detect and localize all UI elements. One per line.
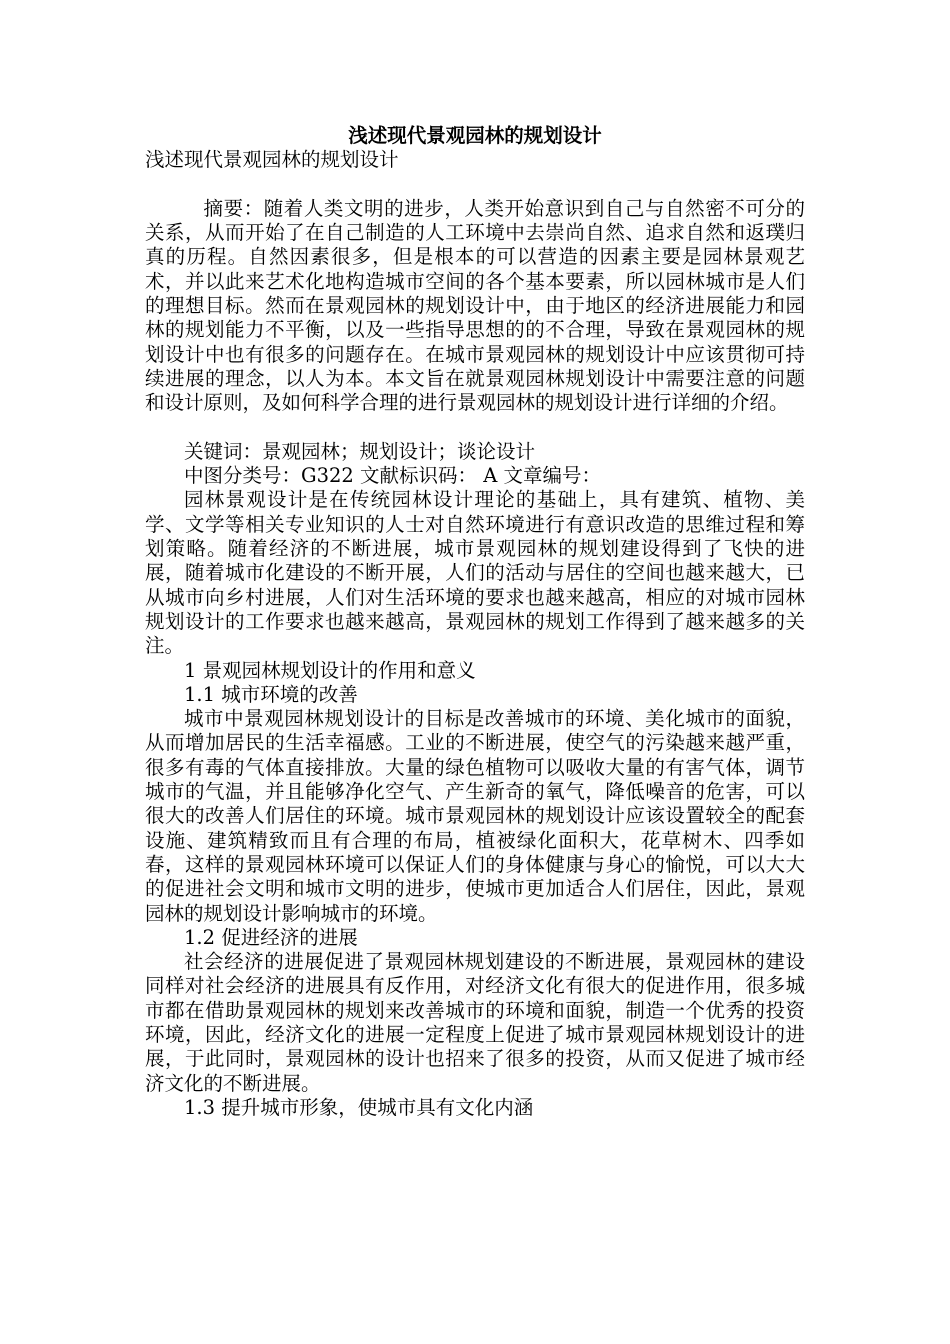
abstract-paragraph: 摘要：随着人类文明的进步，人类开始意识到自己与自然密不可分的关系，从而开始了在自己制造的人工环境中去崇尚自然、追求自然和返璞归真的历程。自然因素很多，但是根本的可以营造的因素主要是园林景观艺术，并以此来艺术化地构造城市空间的各个基本要素，所以园林城市是人们的理想目标。然而在景观园林的规划设计中，由于地区的经济进展能力和园林的规划能力不平衡，以及一些指导思想的的不合理，导致在景观园林的规划设计中也有很多的问题存在。在城市景观园林的规划设计中应该贯彻可持续进展的理念，以人为本。本文旨在就景观园林规划设计中需要注意的问题和设计原则，及如何科学合理的进行景观园林的规划设计进行详细的介绍。 <box>145 196 805 415</box>
document-subtitle: 浅述现代景观园林的规划设计 <box>145 148 399 172</box>
subsection-heading: 1.1 城市环境的改善 <box>184 682 358 706</box>
document-title: 浅述现代景观园林的规划设计 <box>348 124 602 147</box>
body-paragraph: 社会经济的进展促进了景观园林规划建设的不断进展，景观园林的建设同样对社会经济的进展具有反作用，对经济文化有很大的促进作用，很多城市都在借助景观园林的规划来改善城市的环境和面貌，制造一个优秀的投资环境，因此，经济文化的进展一定程度上促进了城市景观园林规划设计的进展，于此同时，景观园林的设计也招来了很多的投资，从而又促进了城市经济文化的不断进展。 <box>145 950 805 1095</box>
subsection-heading: 1.2 促进经济的进展 <box>184 925 358 949</box>
classification-line: 中图分类号：G322 文献标识码： A 文章编号： <box>184 464 601 488</box>
blank-line <box>145 416 805 440</box>
blank-line <box>145 173 805 197</box>
intro-paragraph: 园林景观设计是在传统园林设计理论的基础上，具有建筑、植物、美学、文学等相关专业知识的人士对自然环境进行有意识改造的思维过程和筹划策略。随着经济的不断进展，城市景观园林的规划建设得到了飞快的进展，随着城市化建设的不断开展，人们的活动与居住的空间也越来越大，已从城市向乡村进展，人们对生活环境的要求也越来越高，相应的对城市园林规划设计的工作要求也越来越高，景观园林的规划工作得到了越来越多的关注。 <box>145 488 805 658</box>
subsection-heading: 1.3 提升城市形象，使城市具有文化内涵 <box>184 1095 534 1119</box>
keywords-line: 关键词：景观园林；规划设计；谈论设计 <box>184 439 536 463</box>
document-body <box>145 124 805 1120</box>
body-paragraph: 城市中景观园林规划设计的目标是改善城市的环境、美化城市的面貌，从而增加居民的生活幸福感。工业的不断进展，使空气的污染越来越严重，很多有毒的气体直接排放。大量的绿色植物可以吸收大量的有害气体，调节城市的气温，并且能够净化空气、产生新奇的氧气，降低噪音的危害，可以很大的改善人们居住的环境。城市景观园林的规划设计应该设置较全的配套设施、建筑精致而且有合理的布局，植被绿化面积大，花草树木、四季如春，这样的景观园林环境可以保证人们的身体健康与身心的愉悦，可以大大的促进社会文明和城市文明的进步，使城市更加适合人们居住，因此，景观园林的规划设计影响城市的环境。 <box>145 707 805 925</box>
section-heading: 1 景观园林规划设计的作用和意义 <box>184 658 476 682</box>
